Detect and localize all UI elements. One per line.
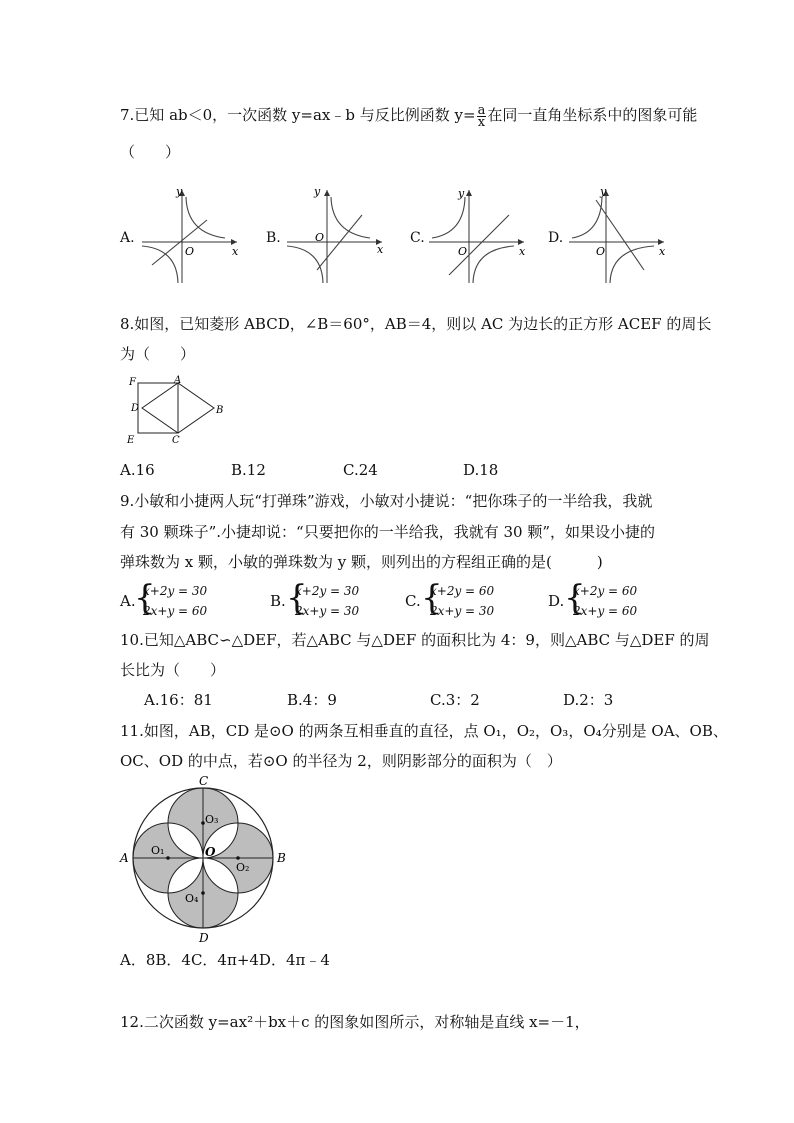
- q8-option-b: B.12: [231, 461, 266, 479]
- q7-b-y-label: y: [314, 185, 321, 198]
- q11-label-o4: O₄: [185, 892, 199, 905]
- q8-label-e: E: [127, 435, 135, 446]
- q10-stem-line1: 10.已知△ABC∽△DEF，若△ABC 与△DEF 的面积比为 4：9，则△ABC 与△DEF 的周: [120, 631, 710, 649]
- q7-option-a-label: A.: [120, 230, 135, 246]
- q11-figure: [115, 772, 295, 947]
- q9-option-b-label: B.: [270, 592, 286, 610]
- q11-label-o3: O₃: [205, 813, 219, 826]
- q7-graph-c: [424, 185, 529, 285]
- q9-stem-line3: 弹珠数为 x 颗，小敏的弹珠数为 y 颗，则列出的方程组正确的是( ): [120, 553, 603, 571]
- q9-option-d-label: D.: [548, 592, 565, 610]
- q11-label-o: O: [205, 845, 216, 859]
- q11-stem-line2: OC、OD 的中点，若⊙O 的半径为 2，则阴影部分的面积为（ ）: [120, 752, 562, 770]
- q11-label-a: A: [120, 851, 129, 865]
- q8-option-a: A.16: [120, 461, 155, 479]
- q7-graph-a: [137, 185, 242, 285]
- q11-label-d: D: [199, 931, 209, 945]
- q7-stem: [120, 104, 697, 128]
- q7-option-c-label: C.: [410, 230, 425, 246]
- q8-option-c: C.24: [343, 461, 378, 479]
- q10-option-b: B.4：9: [287, 691, 337, 709]
- q11-label-c: C: [199, 774, 209, 788]
- q7-text-before: 7.已知 ab＜0，一次函数 y=ax﹣b 与反比例函数 y=: [120, 106, 476, 124]
- q7-b-x-label: x: [377, 243, 384, 256]
- q10-stem-line2: 长比为（ ）: [120, 661, 226, 679]
- q8-label-a: A: [174, 375, 182, 386]
- q7-graph-d: [564, 185, 669, 285]
- q9-stem-line2: 有 30 颗珠子”.小捷却说：“只要把你的一半给我，我就有 30 颗”，如果设小捷的: [120, 523, 656, 541]
- q11-options: A．8B．4C．4π+4D．4π﹣4: [120, 951, 330, 969]
- q7-text-after: 在同一直角坐标系中的图象可能: [487, 106, 698, 124]
- q7-a-origin-label: O: [185, 245, 195, 258]
- q7-option-d-label: D.: [548, 230, 564, 246]
- q8-label-c: C: [172, 435, 180, 446]
- q8-label-f: F: [129, 377, 136, 388]
- q9-option-a-label: A.: [120, 592, 136, 610]
- q7-c-origin-label: O: [458, 245, 468, 258]
- q7-c-x-label: x: [519, 245, 526, 258]
- q8-label-b: B: [216, 405, 224, 416]
- q7-d-origin-label: O: [596, 245, 606, 258]
- q10-option-d: D.2：3: [563, 691, 614, 709]
- q7-a-y-label: y: [176, 185, 183, 198]
- q11-label-b: B: [277, 851, 286, 865]
- q8-label-d: D: [131, 403, 140, 414]
- q7-graph-b: [282, 185, 387, 285]
- q7-d-x-label: x: [659, 245, 666, 258]
- q7-c-y-label: y: [458, 187, 465, 200]
- q8-stem-line1: 8.如图，已知菱形 ABCD，∠B＝60°，AB＝4，则以 AC 为边长的正方形 ACEF 的周长: [120, 315, 712, 333]
- q11-label-o2: O₂: [236, 861, 250, 874]
- q9-stem-line1: 9.小敏和小捷两人玩“打弹珠”游戏，小敏对小捷说：“把你珠子的一半给我，我就: [120, 492, 653, 510]
- q8-figure: [120, 373, 230, 448]
- q11-stem-line1: 11.如图，AB，CD 是⊙O 的两条互相垂直的直径，点 O₁，O₂，O₃，O₄分别是 OA、OB、: [120, 722, 728, 740]
- q7-option-b-label: B.: [266, 230, 281, 246]
- q7-paren: （ ）: [120, 143, 181, 161]
- q7-d-y-label: y: [600, 185, 607, 198]
- q11-label-o1: O₁: [151, 844, 165, 857]
- q8-option-d: D.18: [463, 461, 499, 479]
- q12-stem-line1: 12.二次函数 y=ax²＋bx＋c 的图象如图所示，对称轴是直线 x=－1，: [120, 1013, 590, 1031]
- q10-option-a: A.16：81: [144, 691, 213, 709]
- q8-stem-line2: 为（ ）: [120, 345, 196, 363]
- q7-a-x-label: x: [232, 245, 239, 258]
- q7-fraction: $\frac{a}{x}$: [477, 102, 486, 130]
- q10-option-c: C.3：2: [430, 691, 480, 709]
- q9-option-c-label: C.: [405, 592, 421, 610]
- q7-b-origin-label: O: [315, 231, 325, 244]
